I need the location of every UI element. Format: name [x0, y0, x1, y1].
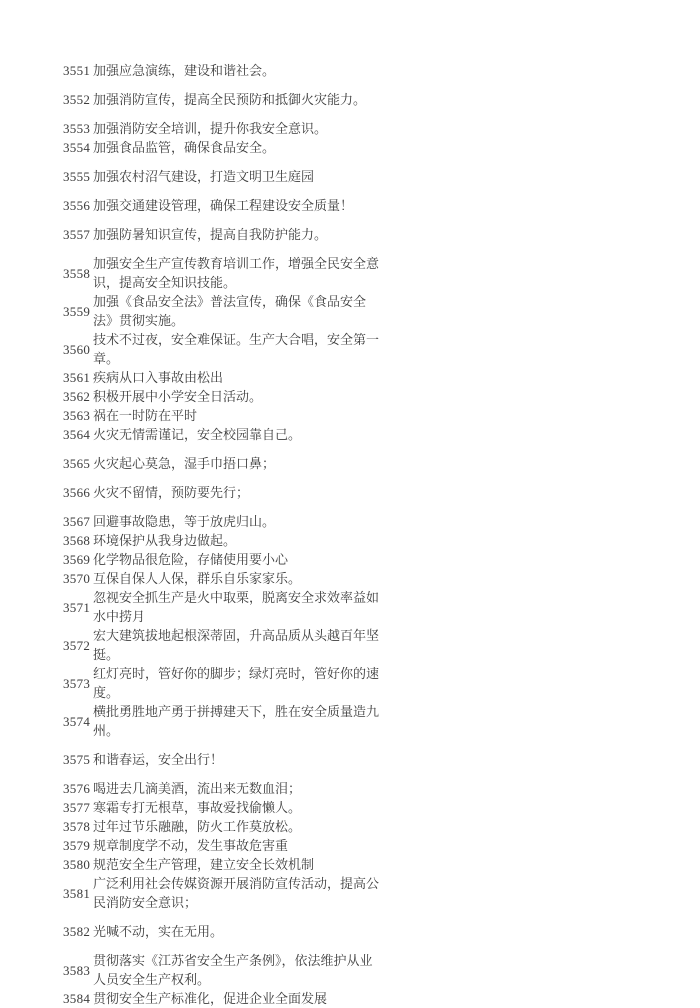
item-number: 3579: [63, 838, 91, 853]
item-number: 3569: [63, 552, 91, 567]
list-item: [63, 750, 385, 769]
item-number: 3577: [63, 800, 91, 815]
list-item: [63, 569, 385, 588]
list-item: [63, 779, 385, 798]
item-number: 3566: [63, 485, 91, 500]
item-number: 3574: [63, 713, 91, 729]
list-item: [63, 855, 385, 874]
item-number: 3583: [63, 962, 91, 978]
item-number: 3578: [63, 819, 91, 834]
list-item: [63, 119, 385, 138]
item-text: 回避事故隐患，等于放虎归山。: [93, 514, 276, 529]
list-item: [63, 387, 385, 406]
item-text: 光喊不动，实在无用。: [93, 924, 224, 939]
item-number: 3553: [63, 121, 91, 136]
item-number: 3554: [63, 140, 91, 155]
list-item: [63, 330, 385, 368]
item-number: 3556: [63, 198, 91, 213]
item-text: 加强防暑知识宣传，提高自我防护能力。: [93, 227, 328, 242]
item-number: 3572: [63, 637, 91, 653]
item-number: 3567: [63, 514, 91, 529]
item-text: 过年过节乐融融，防火工作莫放松。: [93, 819, 302, 834]
item-number: 3558: [63, 265, 91, 281]
list-item: [63, 425, 385, 444]
list-item: [63, 167, 385, 186]
list-item: [63, 874, 385, 912]
list-item: [63, 798, 385, 817]
item-number: 3571: [63, 599, 91, 615]
list-item: [63, 292, 385, 330]
item-number: 3561: [63, 370, 91, 385]
item-text: 宏大建筑拔地起根深蒂固，升高品质从头越百年坚挺。: [93, 628, 380, 662]
list-item: [63, 406, 385, 425]
item-text: 加强农村沼气建设，打造文明卫生庭园: [93, 169, 315, 184]
item-text: 红灯亮时，管好你的脚步；绿灯亮时，管好你的速度。: [93, 666, 380, 700]
item-number: 3559: [63, 303, 91, 319]
item-number: 3562: [63, 389, 91, 404]
list-item: [63, 368, 385, 387]
item-text: 广泛利用社会传媒资源开展消防宣传活动，提高公民消防安全意识；: [93, 876, 380, 910]
item-text: 互保自保人人保，群乐自乐家家乐。: [93, 571, 302, 586]
item-text: 加强应急演练，建设和谐社会。: [93, 63, 276, 78]
item-number: 3555: [63, 169, 91, 184]
item-number: 3564: [63, 427, 91, 442]
list-item: [63, 196, 385, 215]
list-item: [63, 626, 385, 664]
item-number: 3557: [63, 227, 91, 242]
list-item: [63, 922, 385, 941]
item-text: 环境保护从我身边做起。: [93, 533, 237, 548]
list-item: [63, 138, 385, 157]
item-text: 加强安全生产宣传教育培训工作，增强全民安全意识，提高安全知识技能。: [93, 256, 380, 290]
item-number: 3582: [63, 924, 91, 939]
list-item: [63, 483, 385, 502]
item-number: 3581: [63, 885, 91, 901]
item-number: 3575: [63, 752, 91, 767]
item-text: 祸在一时防在平时: [93, 408, 198, 423]
list-item: [63, 61, 385, 80]
item-text: 火灾无情需谨记，安全校园靠自己。: [93, 427, 302, 442]
item-text: 加强消防安全培训，提升你我安全意识。: [93, 121, 328, 136]
list-item: [63, 550, 385, 569]
item-text: 寒霜专打无根草，事故爱找偷懒人。: [93, 800, 302, 815]
list-item: [63, 588, 385, 626]
item-text: 喝进去几滴美酒，流出来无数血泪；: [93, 781, 302, 796]
slogan-list: [63, 61, 700, 1008]
item-text: 积极开展中小学安全日活动。: [93, 389, 263, 404]
item-text: 加强消防宣传，提高全民预防和抵御火灾能力。: [93, 92, 367, 107]
item-text: 忽视安全抓生产是火中取栗，脱离安全求效率益如水中捞月: [93, 590, 380, 624]
item-number: 3584: [63, 991, 91, 1006]
item-text: 和谐春运，安全出行！: [93, 752, 224, 767]
item-number: 3563: [63, 408, 91, 423]
item-text: 贯彻安全生产标准化，促进企业全面发展: [93, 991, 328, 1006]
list-item: [63, 951, 385, 989]
item-text: 火灾起心莫急，湿手巾捂口鼻；: [93, 456, 276, 471]
item-text: 疾病从口入事故由松出: [93, 370, 224, 385]
item-text: 规范安全生产管理，建立安全长效机制: [93, 857, 315, 872]
list-item: [63, 225, 385, 244]
list-item: [63, 817, 385, 836]
item-text: 化学物品很危险，存储使用要小心: [93, 552, 289, 567]
list-item: [63, 702, 385, 740]
item-text: 火灾不留情，预防要先行；: [93, 485, 250, 500]
item-number: 3576: [63, 781, 91, 796]
item-number: 3568: [63, 533, 91, 548]
item-text: 贯彻落实《江苏省安全生产条例》，依法维护从业人员安全生产权利。: [93, 953, 373, 987]
list-item: [63, 836, 385, 855]
list-item: [63, 90, 385, 109]
item-text: 加强《食品安全法》普法宣传，确保《食品安全法》贯彻实施。: [93, 294, 367, 328]
item-text: 横批勇胜地产勇于拼搏建天下，胜在安全质量造九州。: [93, 704, 380, 738]
item-number: 3580: [63, 857, 91, 872]
list-item: [63, 454, 385, 473]
item-number: 3570: [63, 571, 91, 586]
item-number: 3565: [63, 456, 91, 471]
item-number: 3560: [63, 341, 91, 357]
item-text: 技术不过夜，安全难保证。生产大合唱，安全第一章。: [93, 332, 380, 366]
list-item: [63, 664, 385, 702]
item-text: 加强交通建设管理，确保工程建设安全质量！: [93, 198, 354, 213]
list-item: [63, 531, 385, 550]
list-item: [63, 512, 385, 531]
item-number: 3552: [63, 92, 91, 107]
item-number: 3551: [63, 63, 91, 78]
item-text: 规章制度学不动，发生事故危害重: [93, 838, 289, 853]
list-item: [63, 254, 385, 292]
item-text: 加强食品监管，确保食品安全。: [93, 140, 276, 155]
list-item: [63, 989, 385, 1008]
item-number: 3573: [63, 675, 91, 691]
